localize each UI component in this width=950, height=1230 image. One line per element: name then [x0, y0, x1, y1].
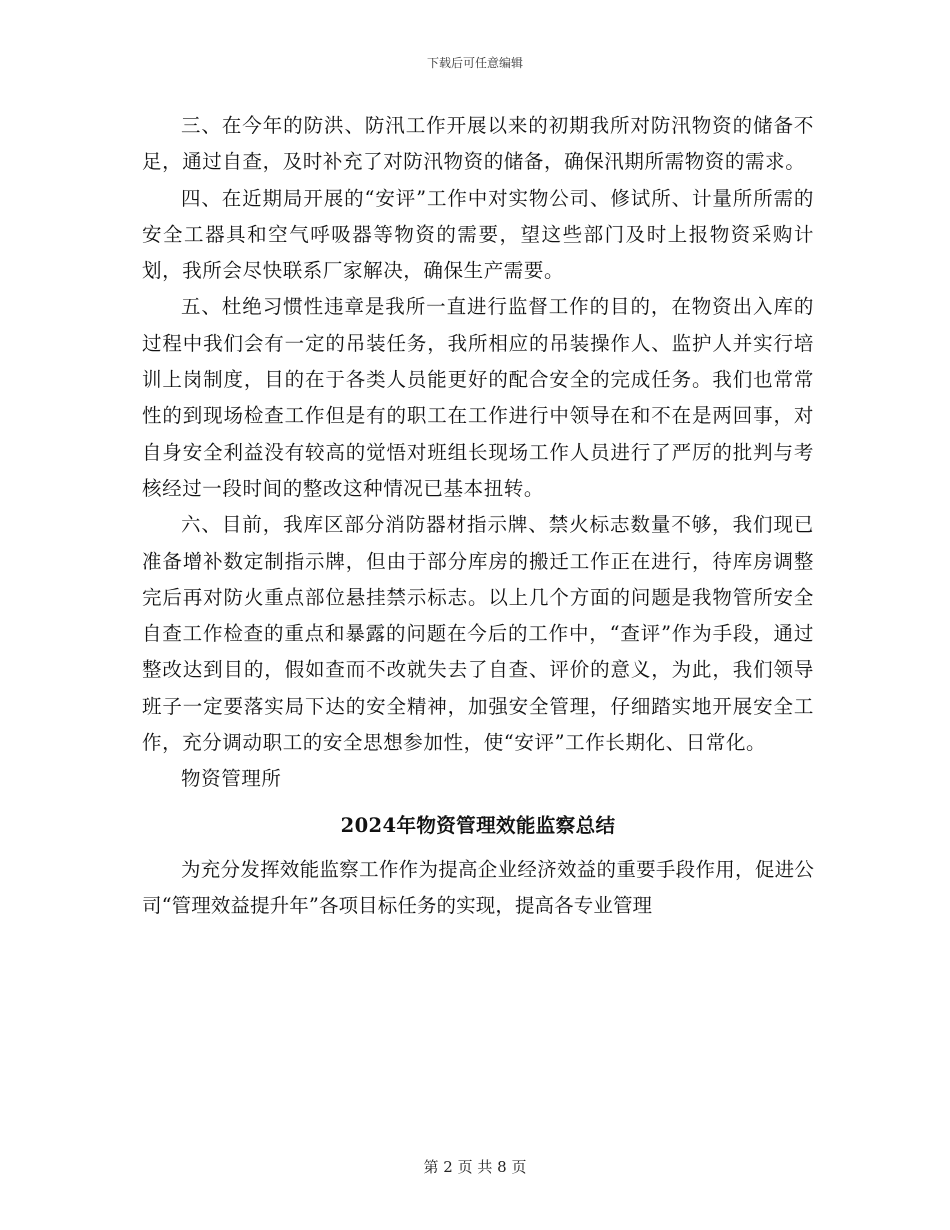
paragraph-6: 六、目前，我库区部分消防器材指示牌、禁火标志数量不够，我们现已准备增补数定制指示牌，但由于部分库房的搬迁工作正在进行，待库房调整完后再对防火重点部位悬挂禁示标志。以上几个方面的问题是我物管所安全自查工作检查的重点和暴露的问题在今后的工作中，“查评”作为手段，通过整改达到目的，假如查而不改就失去了自查、评价的意义，为此，我们领导班子一定要落实局下达的安全精神，加强安全管理，仔细踏实地开展安全工作，充分调动职工的安全思想参加性，使“安评”工作长期化、日常化。	[142, 513, 814, 755]
page-number: 第 2 页 共 8 页	[423, 1158, 527, 1176]
paragraph-5: 五、杜绝习惯性违章是我所一直进行监督工作的目的，在物资出入库的过程中我们会有一定的吊装任务，我所相应的吊装操作人、监护人并实行培训上岗制度，目的在于各类人员能更好的配合安全的完成任务。我们也常常性的到现场检查工作但是有的职工在工作进行中领导在和不在是两回事，对自身安全利益没有较高的觉悟对班组长现场工作人员进行了严厉的批判与考核经过一段时间的整改这种情况已基本扭转。	[142, 295, 814, 500]
document-body	[142, 108, 814, 925]
page-header-note: 下载后可任意编辑	[426, 56, 523, 70]
intro-paragraph: 为充分发挥效能监察工作作为提高企业经济效益的重要手段作用，促进公司“管理效益提升年”各项目标任务的实现，提高各专业管理	[142, 857, 814, 918]
signature: 物资管理所	[181, 767, 282, 791]
paragraph-3: 三、在今年的防洪、防汛工作开展以来的初期我所对防汛物资的储备不足，通过自查，及时补充了对防汛物资的储备，确保汛期所需物资的需求。	[142, 114, 814, 174]
section-title: 2024年物资管理效能监察总结	[340, 813, 616, 837]
paragraph-4: 四、在近期局开展的“安评”工作中对实物公司、修试所、计量所所需的安全工器具和空气呼吸器等物资的需要，望这些部门及时上报物资采购计划，我所会尽快联系厂家解决，确保生产需要。	[142, 186, 814, 283]
